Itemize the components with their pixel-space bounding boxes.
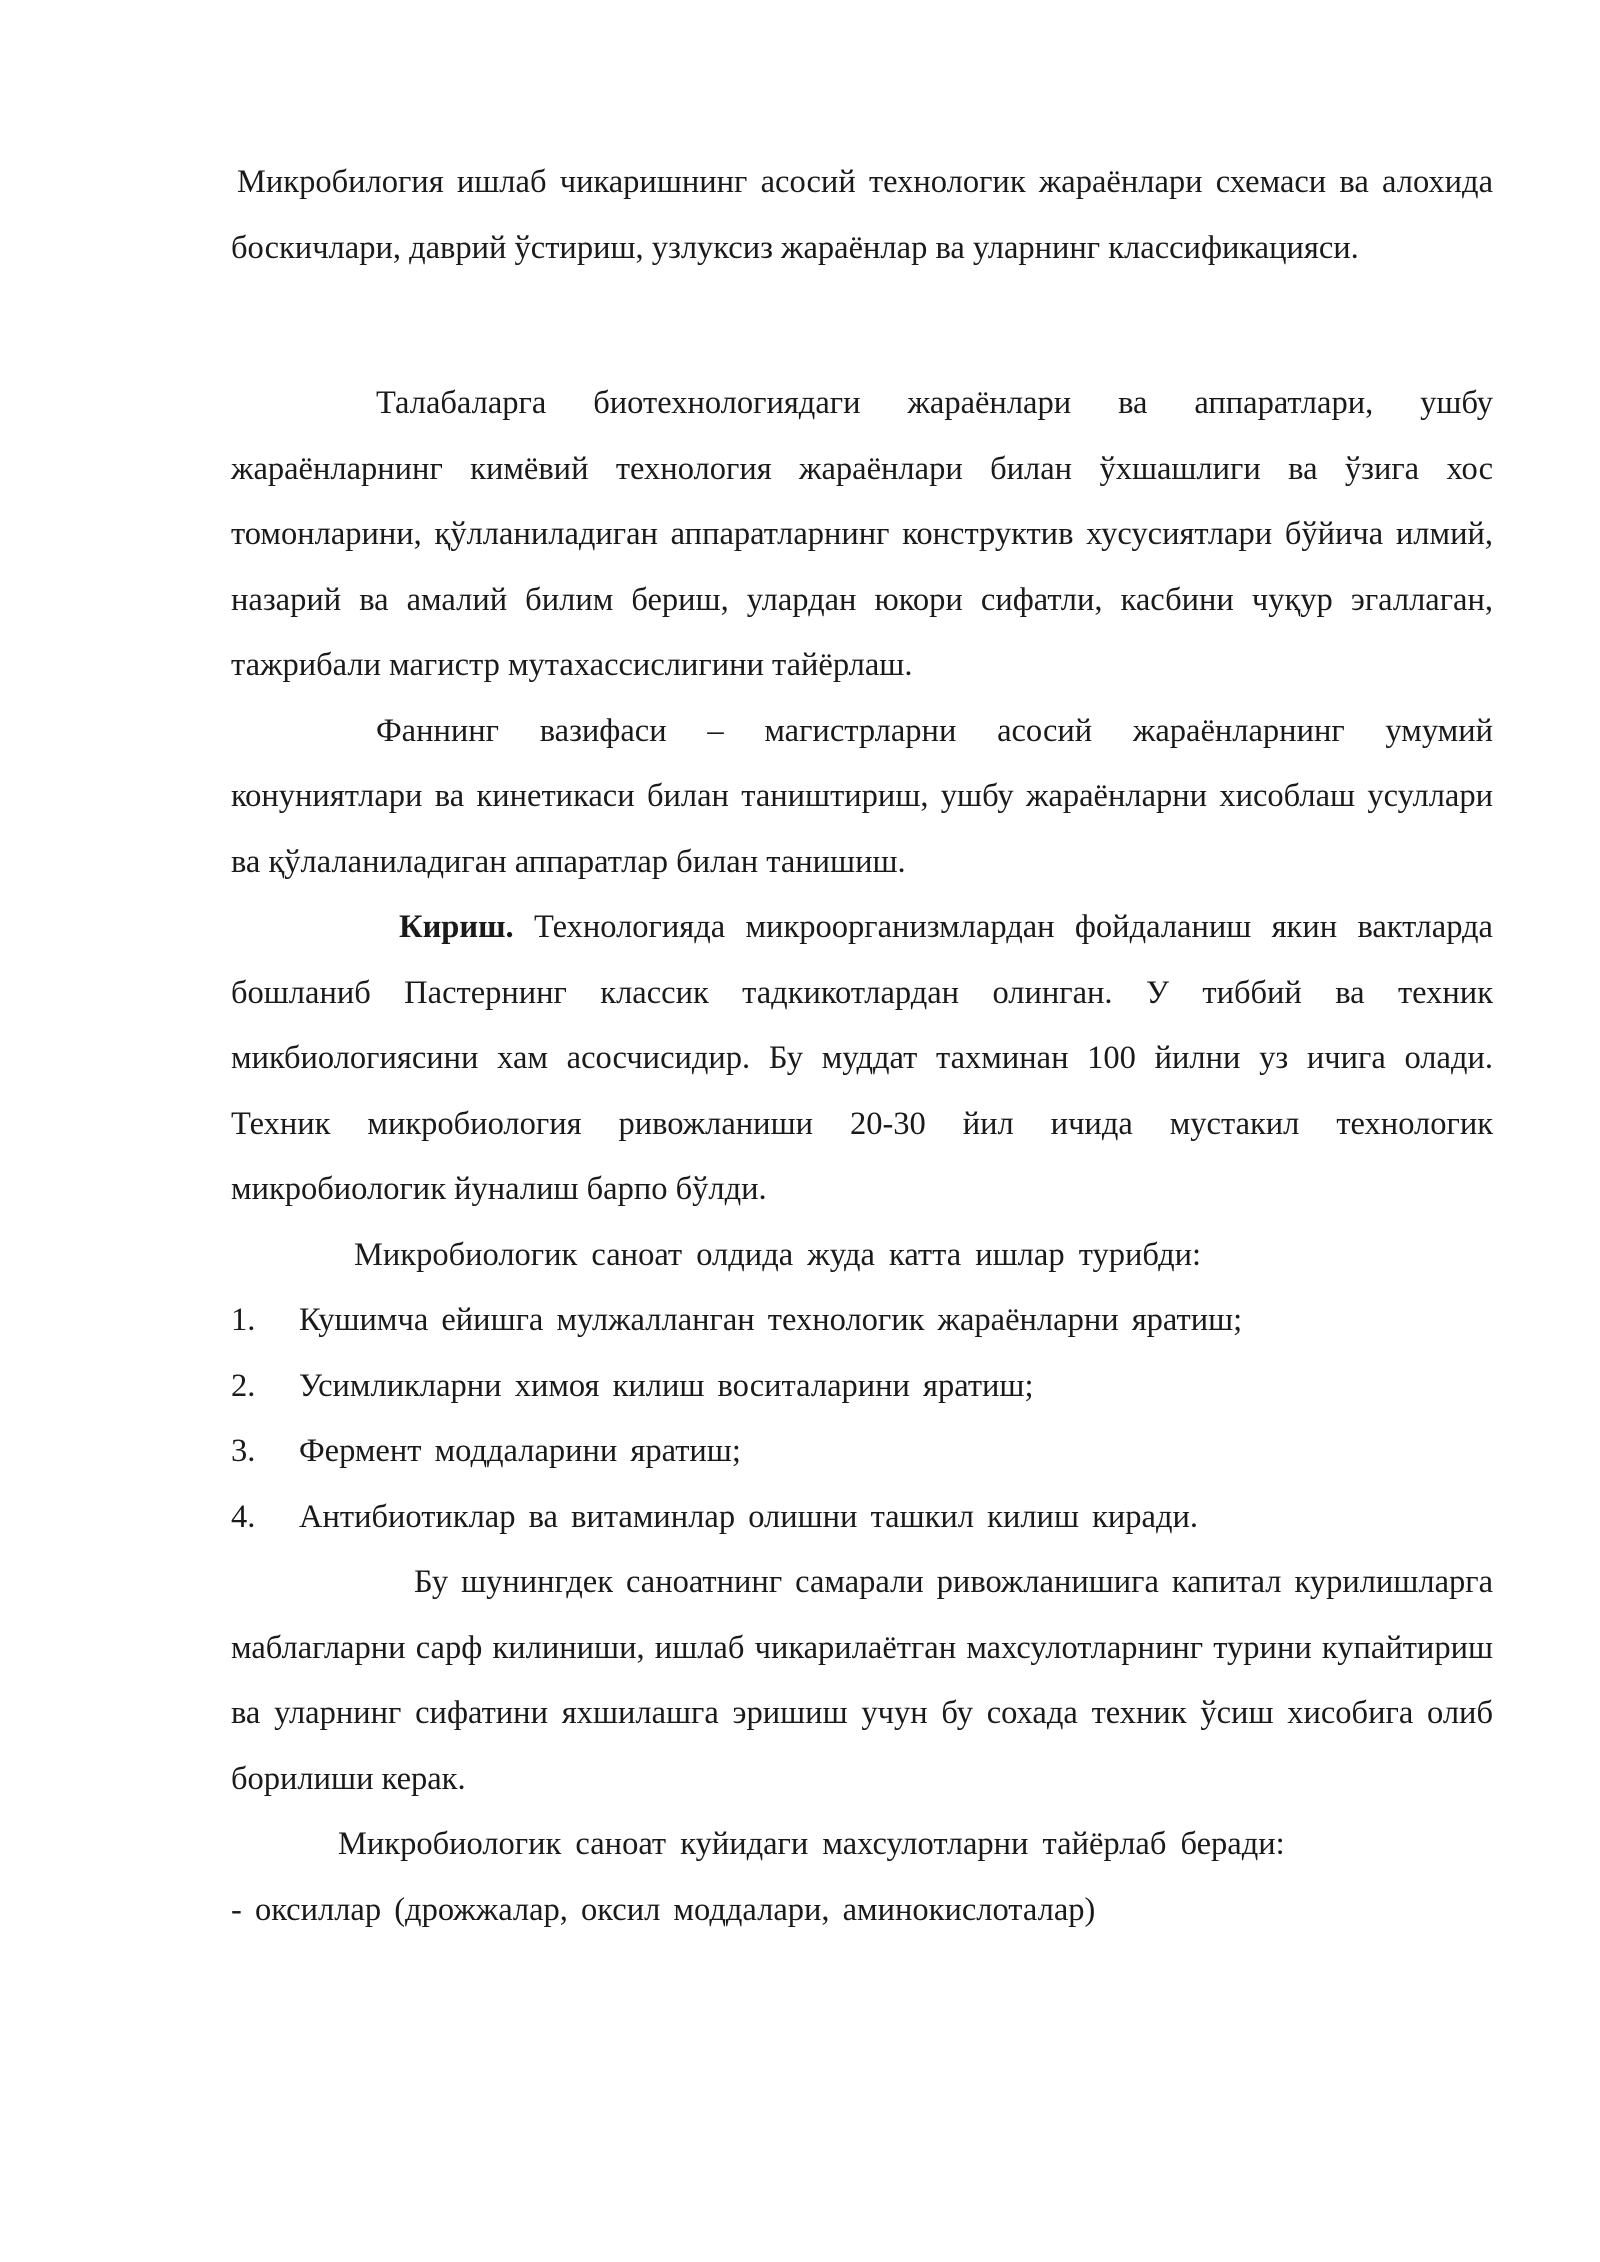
list-item xyxy=(231,1485,1493,1551)
document-page xyxy=(231,150,1493,1943)
list-number: 1. xyxy=(231,1302,256,1338)
list-text: Фермент моддаларини яратиш; xyxy=(299,1433,741,1469)
list-item xyxy=(231,1354,1493,1420)
intro-heading: Кириш. xyxy=(399,909,514,945)
industry-lead: Микробиологик саноат олдида жуда катта ишлар турибди: xyxy=(354,1236,1202,1273)
title-paragraph: Микробилогия ишлаб чикаришнинг асосий технологик жараёнлари схемаси ва алохида боскичлари, даврий ўстириш, узлуксиз жараёнлар ва уларнинг классификацияси. xyxy=(231,164,1493,266)
list-number: 4. xyxy=(231,1498,256,1535)
list-item xyxy=(231,1419,1493,1485)
goal-paragraph: Талабаларга биотехнологиядаги жараёнлари ва аппаратлари, ушбу жараёнларнинг кимёвий технология жараёнлари билан ўхшашлиги ва ўзига хос томонларини, қўлланиладиган аппаратларнинг конструктив хусусиятлари бўйича илмий, назарий ва амалий билим бериш, улардан юкори сифатли, касбини чуқур эгаллаган, тажрибали магистр мутахассислигини тайёрлаш. xyxy=(231,385,1493,683)
products-item: - оксиллар (дрожжалар, оксил моддалари, аминокислоталар) xyxy=(231,1891,1096,1928)
list-text: Кушимча ейишга мулжалланган технологик жараёнларни яратиш; xyxy=(299,1302,1243,1338)
tasks-list xyxy=(231,1288,1493,1550)
development-paragraph: Бу шунингдек саноатнинг самарали ривожланишига капитал курилишларга маблагларни сарф килиниши, ишлаб чикарилаётган махсулотларнинг турини купайтириш ва уларнинг сифатини яхшилашга эришиш учун бу сохада техник ўсиш хисобига олиб борилиши керак. xyxy=(231,1564,1493,1797)
task-paragraph: Фаннинг вазифаси – магистрларни асосий жараёнларнинг умумий конуниятлари ва кинетикаси билан таништириш, ушбу жараёнларни хисоблаш усуллари ва қўлаланиладиган аппаратлар билан танишиш. xyxy=(231,712,1493,880)
list-number: 2. xyxy=(231,1367,256,1404)
list-text: Усимликларни химоя килиш воситаларини яратиш; xyxy=(299,1367,1034,1404)
paragraph-gap xyxy=(231,281,1493,371)
intro-text: Технологияда микроорганизмлардан фойдаланиш якин вактларда бошланиб Пастернинг классик тадкикотлардан олинган. У тиббий ва техник микбиологиясини хам асосчисидир. Бу муддат тахминан 100 йилни уз ичига олади. Техник микробиология ривожланиши 20-30 йил ичида мустакил технологик микробиологик йуналиш барпо бўлди. xyxy=(231,909,1493,1207)
list-text: Антибиотиклар ва витаминлар олишни ташкил килиш киради. xyxy=(299,1498,1199,1535)
products-lead: Микробиологик саноат куйидаги махсулотларни тайёрлаб беради: xyxy=(338,1826,1285,1862)
list-item xyxy=(231,1288,1493,1354)
list-number: 3. xyxy=(231,1433,256,1469)
intro-paragraph xyxy=(231,895,1493,1223)
